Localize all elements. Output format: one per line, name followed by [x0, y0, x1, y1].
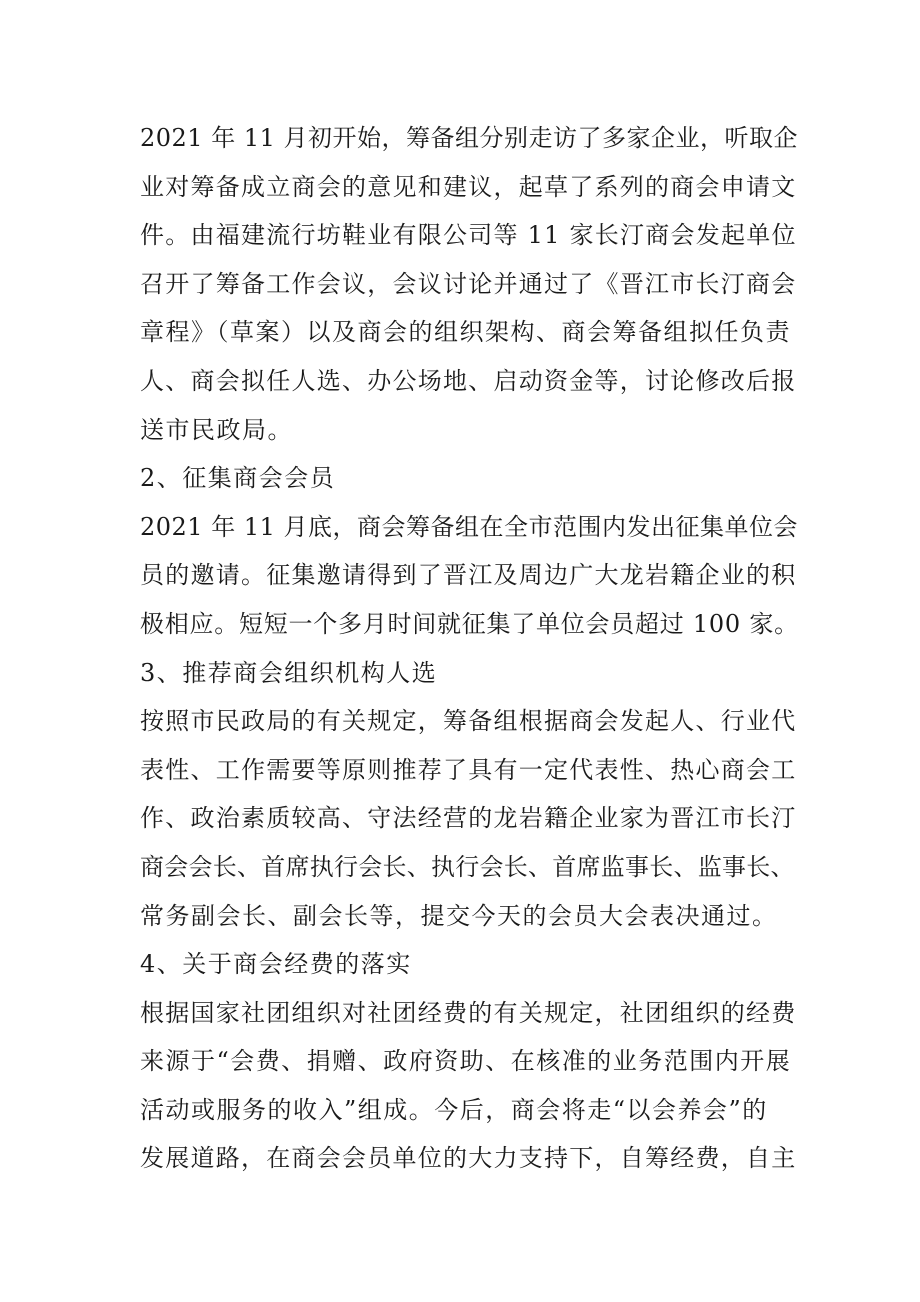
text-line: 商会会长、首席执行会长、执行会长、首席监事长、监事长、 — [140, 852, 795, 881]
text-line: 常务副会长、副会长等，提交今天的会员大会表决通过。 — [140, 901, 778, 930]
text-line: 送市民政局。 — [140, 415, 293, 444]
paragraph-preparation-visits — [140, 114, 800, 454]
text-line: 极相应。短短一个多月时间就征集了单位会员超过 100 家。 — [140, 609, 799, 638]
text-line: 活动或服务的收入”组成。今后，商会将走“以会养会”的 — [140, 1095, 768, 1124]
paragraph-recruit-members — [140, 503, 800, 649]
text-line: 发展道路，在商会会员单位的大力支持下，自筹经费，自主 — [140, 1144, 797, 1173]
text-line: 召开了筹备工作会议，会议讨论并通过了《晋江市长汀商会 — [140, 269, 797, 298]
text-line: 员的邀请。征集邀请得到了晋江及周边广大龙岩籍企业的积 — [140, 561, 797, 590]
text-line: 表性、工作需要等原则推荐了具有一定代表性、热心商会工 — [140, 755, 797, 784]
paragraph-nominate-officers — [140, 697, 800, 940]
section-heading-recruit-members: 2、征集商会会员 — [140, 464, 336, 493]
document-body — [140, 114, 800, 1183]
text-line: 按照市民政局的有关规定，筹备组根据商会发起人、行业代 — [140, 707, 797, 736]
text-line: 根据国家社团组织对社团经费的有关规定，社团组织的经费 — [140, 998, 797, 1027]
section-heading-funding: 4、关于商会经费的落实 — [140, 950, 412, 979]
text-line: 人、商会拟任人选、办公场地、启动资金等，讨论修改后报 — [140, 366, 797, 395]
text-line: 2021 年 11 月底，商会筹备组在全市范围内发出征集单位会 — [140, 512, 799, 541]
paragraph-funding — [140, 989, 800, 1183]
text-line: 2021 年 11 月初开始，筹备组分别走访了多家企业，听取企 — [140, 124, 799, 152]
text-line: 来源于“会费、捐赠、政府资助、在核准的业务范围内开展 — [140, 1047, 792, 1076]
text-line: 件。由福建流行坊鞋业有限公司等 11 家长汀商会发起单位 — [140, 221, 797, 250]
text-line: 作、政治素质较高、守法经营的龙岩籍企业家为晋江市长汀 — [140, 804, 797, 833]
section-heading-nominate-officers: 3、推荐商会组织机构人选 — [140, 658, 438, 687]
text-line: 业对筹备成立商会的意见和建议，起草了系列的商会申请文 — [140, 172, 797, 201]
text-line: 章程》（草案）以及商会的组织架构、商会筹备组拟任负责 — [140, 318, 791, 347]
